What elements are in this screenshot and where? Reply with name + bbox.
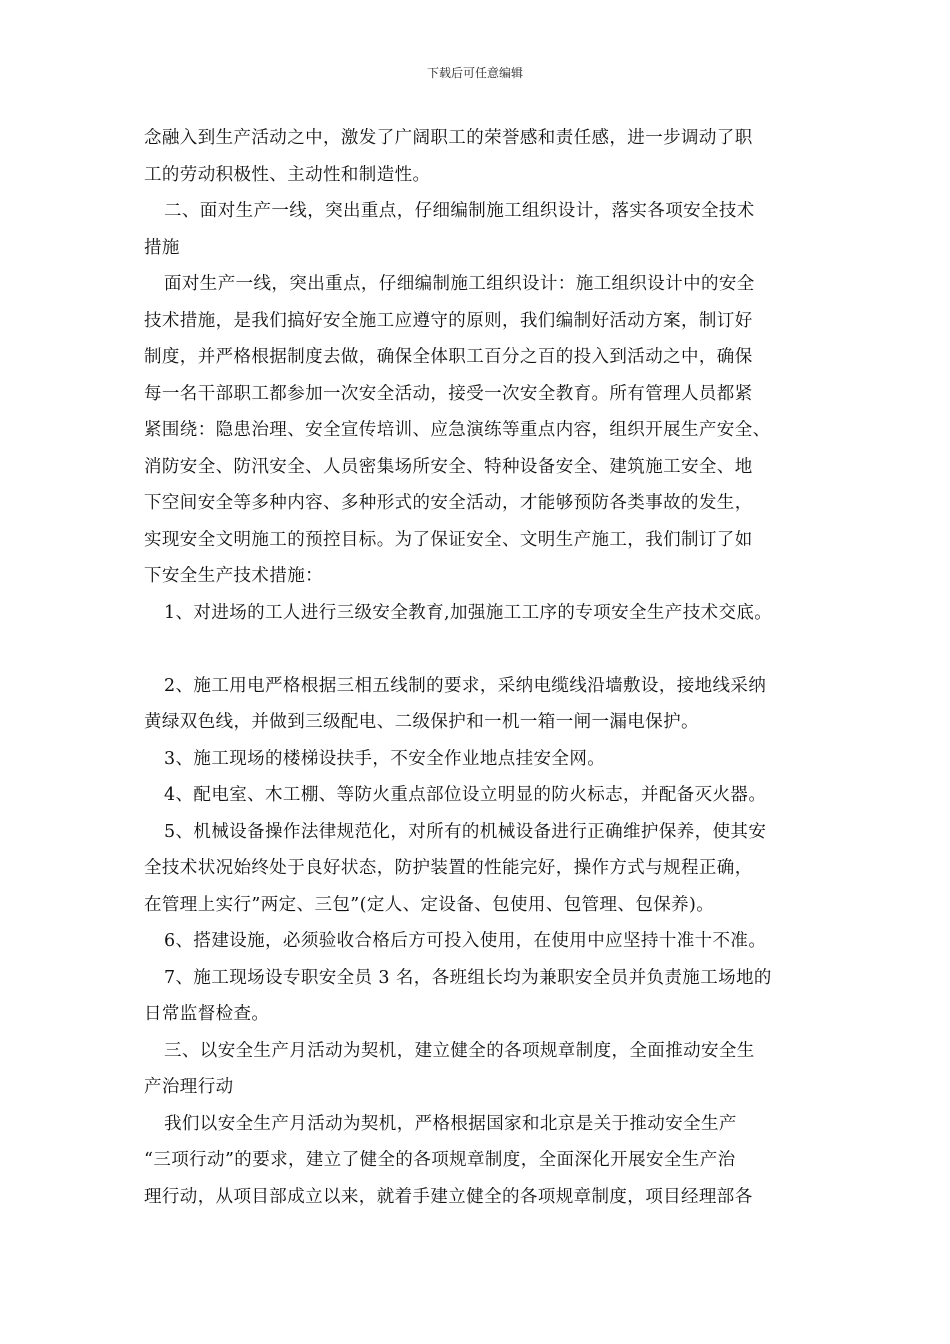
text-line: 黄绿双色线，并做到三级配电、二级保护和一机一箱一闸一漏电保护。	[144, 712, 699, 732]
text-line: 我们以安全生产月活动为契机，严格根据国家和北京是关于推动安全生产	[164, 1113, 737, 1134]
text-line: “三项行动”的要求，建立了健全的各项规章制度，全面深化开展安全生产治	[144, 1150, 736, 1170]
section-heading: 产治理行动	[144, 1077, 234, 1097]
section-heading: 措施	[144, 237, 180, 258]
list-item: 5、机械设备操作法律规范化，对所有的机械设备进行正确维护保养，使其安	[164, 821, 767, 842]
text-line: 紧围绕：隐患治理、安全宣传培训、应急演练等重点内容，组织开展生产安全、	[144, 420, 771, 440]
text-line: 念融入到生产活动之中，激发了广阔职工的荣誉感和责任感，进一步调动了职	[144, 128, 753, 148]
list-item: 1、对进场的工人进行三级安全教育,加强施工工序的专项安全生产技术交底。	[164, 602, 773, 623]
list-item: 2、施工用电严格根据三相五线制的要求，采纳电缆线沿墙敷设，接地线采纳	[164, 675, 767, 696]
text-line: 制度，并严格根据制度去做，确保全体职工百分之百的投入到活动之中，确保	[144, 347, 753, 367]
page-header: 下载后可任意编辑	[426, 66, 523, 80]
text-line: 下空间安全等多种内容、多种形式的安全活动，才能够预防各类事故的发生，	[144, 493, 753, 513]
text-line: 实现安全文明施工的预控目标。为了保证安全、文明生产施工，我们制订了如	[144, 529, 753, 550]
text-line: 每一名干部职工都参加一次安全活动，接受一次安全教育。所有管理人员都紧	[144, 383, 753, 404]
section-heading: 二、面对生产一线，突出重点，仔细编制施工组织设计，落实各项安全技术	[164, 201, 755, 221]
list-item: 4、配电室、木工棚、等防火重点部位设立明显的防火标志，并配备灭火器。	[164, 785, 767, 805]
text-line: 工的劳动积极性、主动性和制造性。	[144, 164, 431, 185]
list-item: 7、施工现场设专职安全员 3 名，各班组长均为兼职安全员并负责施工场地的	[164, 967, 772, 988]
text-line: 消防安全、防汛安全、人员密集场所安全、特种设备安全、建筑施工安全、地	[144, 456, 753, 477]
section-heading: 三、以安全生产月活动为契机，建立健全的各项规章制度，全面推动安全生	[164, 1040, 755, 1061]
list-item: 3、施工现场的楼梯设扶手，不安全作业地点挂安全网。	[164, 748, 606, 769]
text-line: 日常监督检查。	[144, 1004, 270, 1024]
text-line: 全技术状况始终处于良好状态，防护装置的性能完好，操作方式与规程正确，	[144, 858, 753, 878]
blank-line	[144, 631, 812, 668]
list-item: 6、搭建设施，必须验收合格后方可投入使用，在使用中应坚持十准十不准。	[164, 931, 767, 951]
text-line: 理行动，从项目部成立以来，就着手建立健全的各项规章制度，项目经理部各	[144, 1186, 753, 1207]
text-line: 面对生产一线，突出重点，仔细编制施工组织设计：施工组织设计中的安全	[164, 274, 755, 294]
text-line: 下安全生产技术措施：	[144, 566, 323, 586]
document-body	[144, 120, 812, 1215]
text-line: 技术措施，是我们搞好安全施工应遵守的原则，我们编制好活动方案，制订好	[144, 310, 753, 331]
text-line: 在管理上实行”两定、三包”(定人、定设备、包使用、包管理、包保养)。	[144, 894, 715, 915]
